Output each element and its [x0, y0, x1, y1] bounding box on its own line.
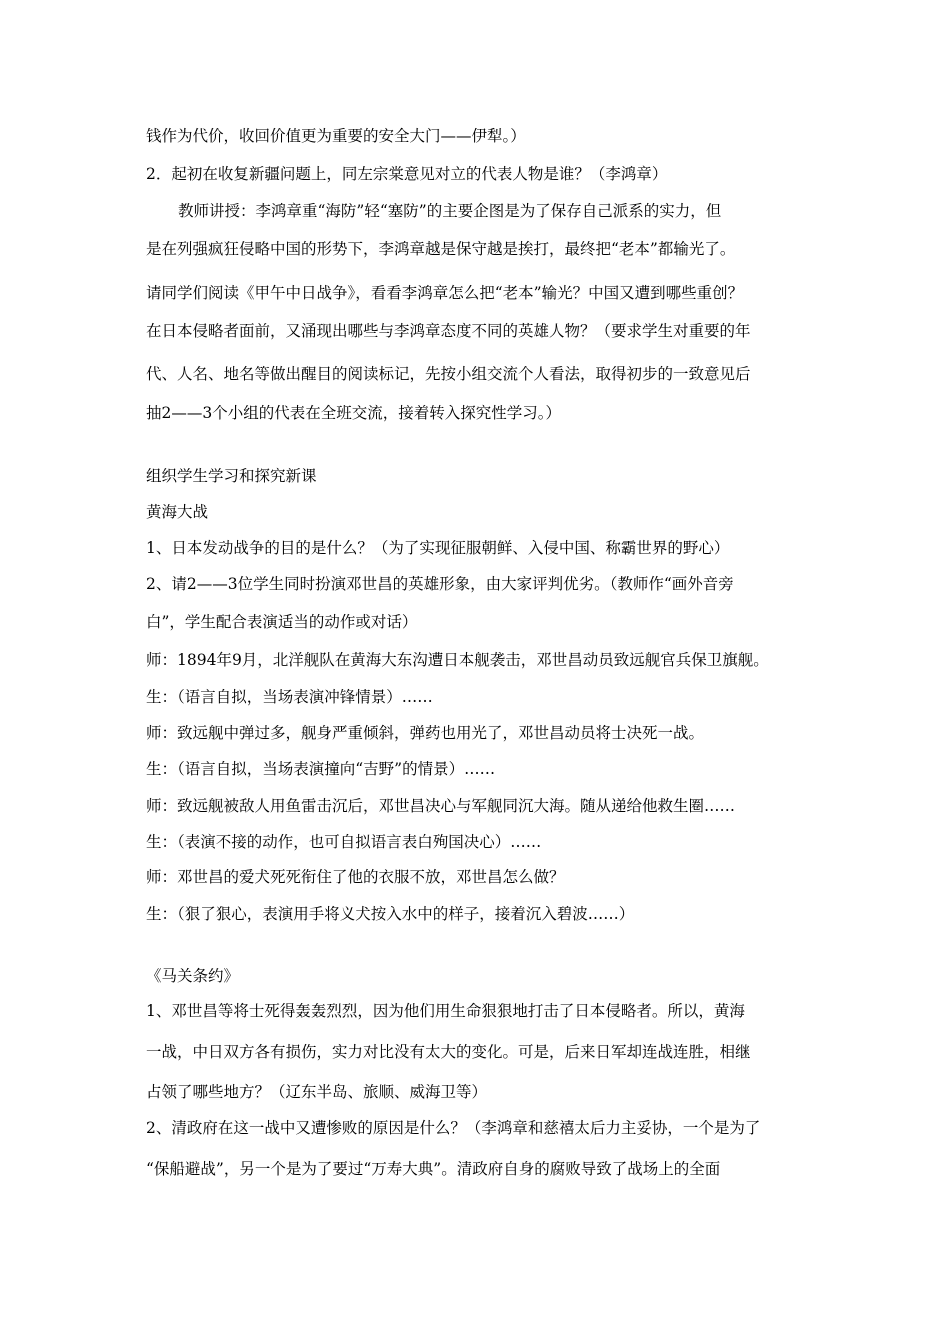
question-line: 一战，中日双方各有损伤，实力对比没有太大的变化。可是，后来日军却连战连胜，相继 [146, 1043, 751, 1061]
paragraph-line: 代、人名、地名等做出醒目的阅读标记，先按小组交流个人看法，取得初步的一致意见后 [146, 365, 751, 383]
question-line: 白”，学生配合表演适当的动作或对话） [146, 613, 418, 631]
question-line: 2、清政府在这一战中又遭惨败的原因是什么？（李鸿章和慈禧太后力主妥协，一个是为了 [146, 1119, 761, 1137]
dialogue-line: 生：（语言自拟，当场表演撞向“吉野”的情景）…… [146, 760, 496, 778]
question-line: 2．起初在收复新疆问题上，同左宗棠意见对立的代表人物是谁？（李鸿章） [146, 165, 668, 183]
subsection-heading: 《马关条约》 [146, 967, 240, 985]
question-line: 1、邓世昌等将士死得轰轰烈烈，因为他们用生命狠狠地打击了日本侵略者。所以，黄海 [146, 1002, 745, 1020]
dialogue-line: 师：邓世昌的爱犬死死衔住了他的衣服不放，邓世昌怎么做？ [146, 868, 565, 886]
dialogue-line: 师：致远舰中弹过多，舰身严重倾斜，弹药也用光了，邓世昌动员将士决死一战。 [146, 724, 705, 742]
paragraph-line: 教师讲授：李鸿章重“海防”轻“塞防”的主要企图是为了保存自己派系的实力，但 [178, 202, 722, 220]
question-line: 2、请2——3位学生同时扮演邓世昌的英雄形象，由大家评判优劣。（教师作“画外音旁 [146, 575, 734, 593]
dialogue-line: 生：（语言自拟，当场表演冲锋情景）…… [146, 688, 433, 706]
section-heading: 组织学生学习和探究新课 [146, 467, 317, 485]
paragraph-line: 抽2——3个小组的代表在全班交流，接着转入探究性学习。） [146, 404, 561, 422]
dialogue-line: 师：致远舰被敌人用鱼雷击沉后，邓世昌决心与军舰同沉大海。随从递给他救生圈…… [146, 797, 736, 815]
paragraph-line: 请同学们阅读《甲午中日战争》，看看李鸿章怎么把“老本”输光？中国又遭到哪些重创？ [146, 284, 744, 302]
text-line: 钱作为代价，收回价值更为重要的安全大门——伊犁。） [146, 127, 526, 145]
dialogue-line: 师：1894年9月，北洋舰队在黄海大东沟遭日本舰袭击，邓世昌动员致远舰官兵保卫旗舰。 [146, 651, 769, 669]
question-line: 1、日本发动战争的目的是什么？（为了实现征服朝鲜、入侵中国、称霸世界的野心） [146, 539, 730, 557]
question-line: “保船避战”，另一个是为了要过“万寿大典”。清政府自身的腐败导致了战场上的全面 [146, 1160, 721, 1178]
dialogue-line: 生：（狠了狠心，表演用手将义犬按入水中的样子，接着沉入碧波……） [146, 905, 635, 923]
dialogue-line: 生：（表演不接的动作，也可自拟语言表白殉国决心）…… [146, 833, 542, 851]
question-line: 占领了哪些地方？（辽东半岛、旅顺、威海卫等） [146, 1083, 488, 1101]
paragraph-line: 是在列强疯狂侵略中国的形势下，李鸿章越是保守越是挨打，最终把“老本”都输光了。 [146, 240, 736, 258]
subsection-heading: 黄海大战 [146, 503, 209, 521]
paragraph-line: 在日本侵略者面前，又涌现出哪些与李鸿章态度不同的英雄人物？（要求学生对重要的年 [146, 322, 751, 340]
